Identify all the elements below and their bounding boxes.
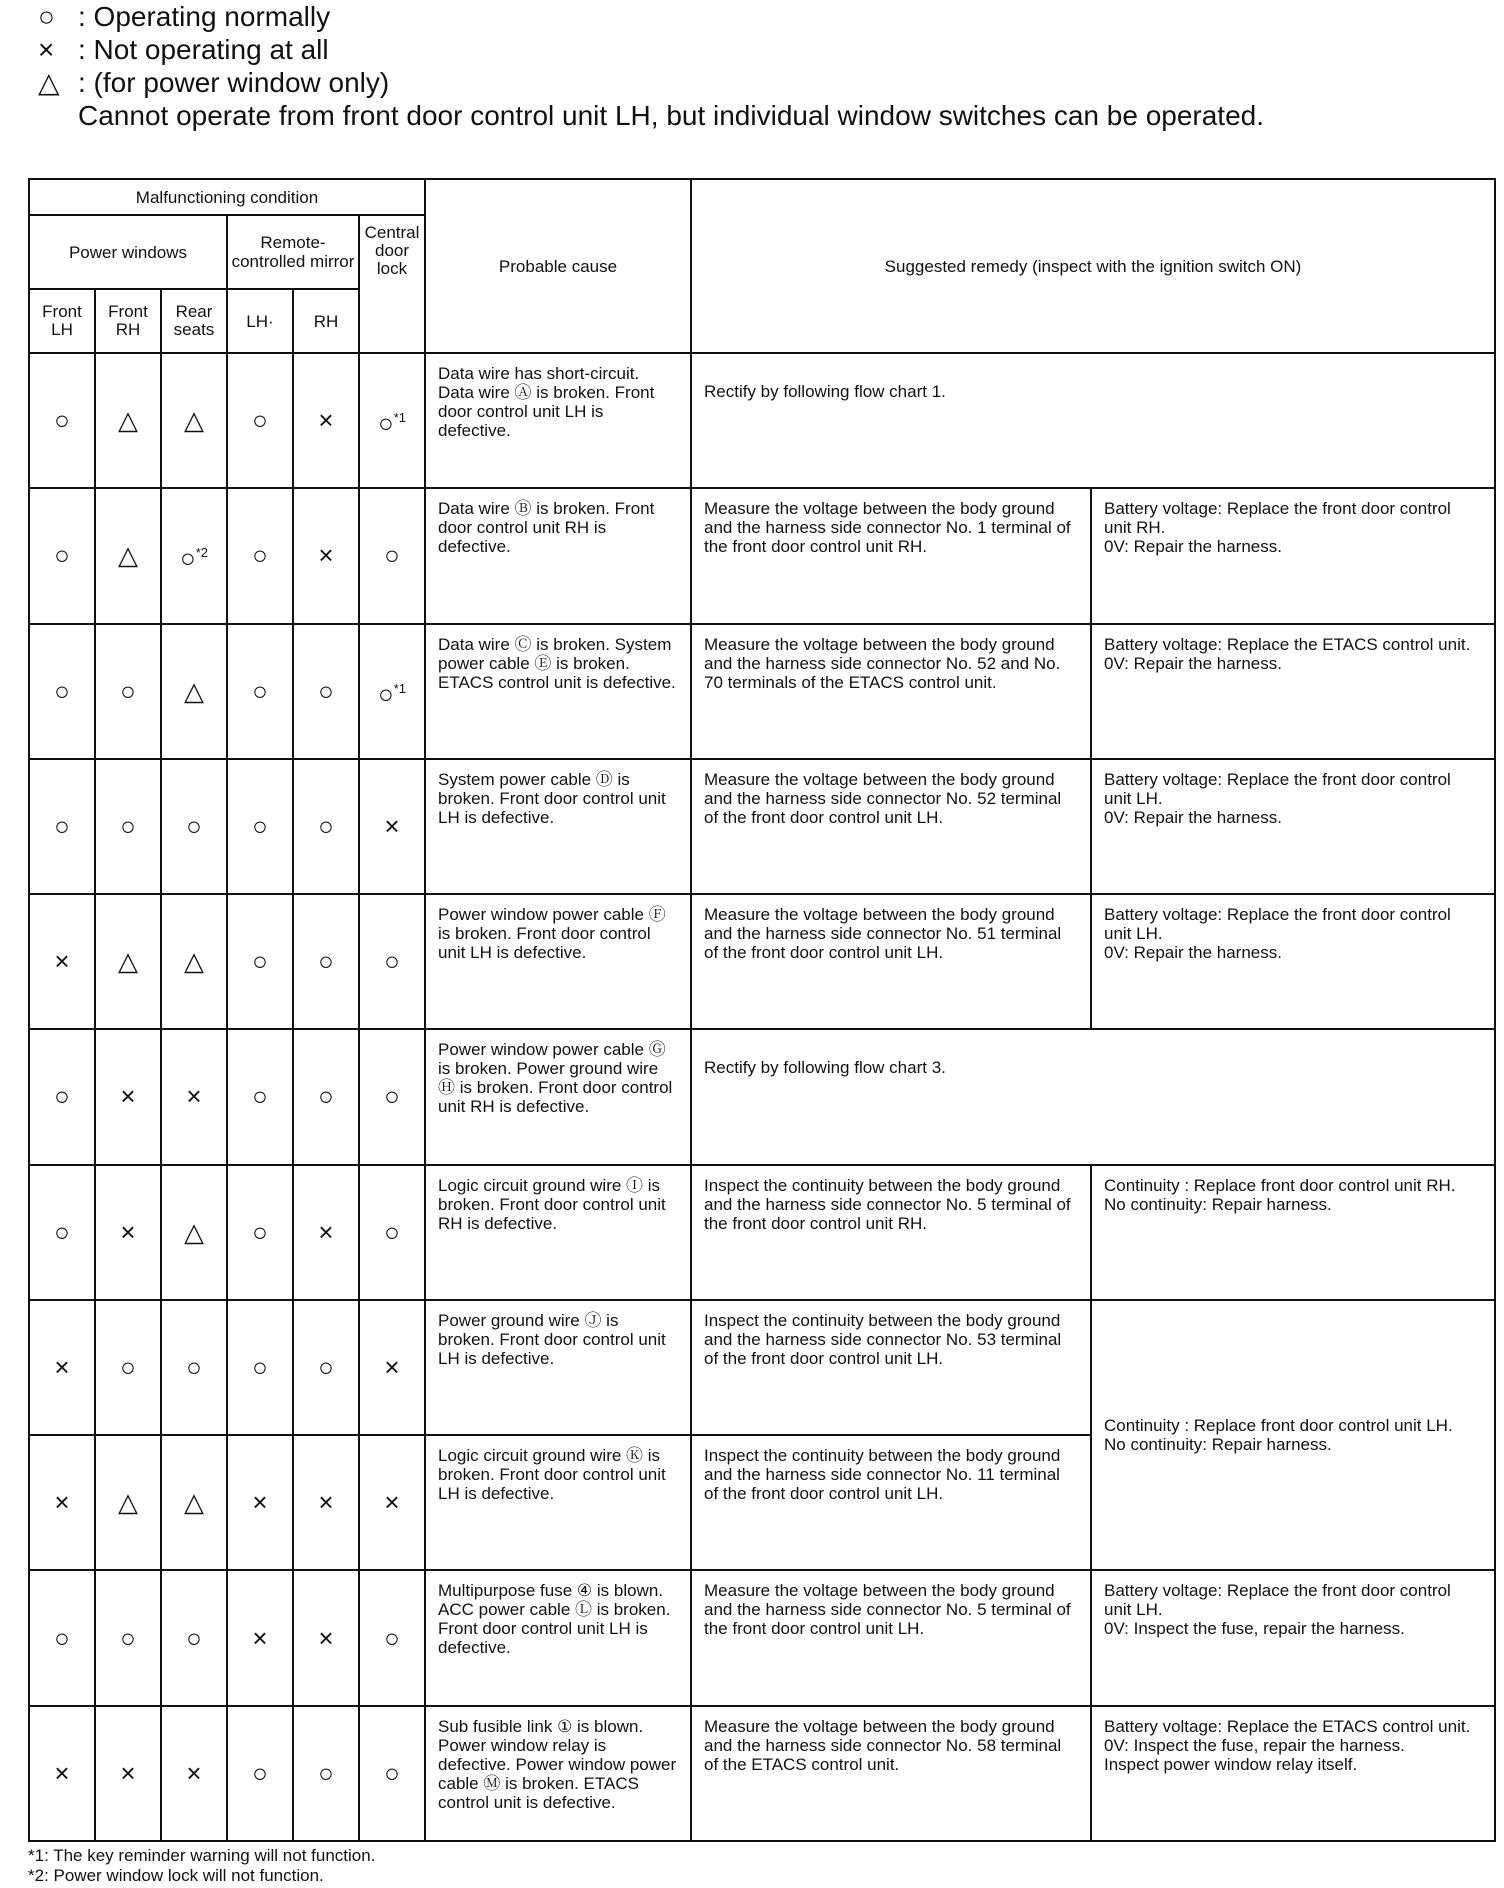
table-row [29,624,1495,759]
probable-cause: Power ground wire Ⓙ is broken. Front door control unit LH is defective. [425,1300,691,1435]
legend [38,0,1493,132]
condition-symbol: × [186,1757,202,1788]
condition-symbol: △ [184,1216,204,1247]
condition-cell [359,759,425,894]
probable-cause: Data wire has short-circuit. Data wire Ⓐ is broken. Front door control unit LH is defective. [425,353,691,488]
condition-symbol: × [54,946,70,977]
condition-symbol: ○ [252,540,268,571]
condition-cell [227,1706,293,1841]
condition-cell [29,353,95,488]
table-row [29,1706,1495,1841]
legend-normal [38,0,1493,33]
condition-cell [227,1570,293,1705]
condition-symbol: △ [118,946,138,977]
condition-cell [227,1435,293,1570]
condition-cell [95,353,161,488]
condition-cell [161,1165,227,1300]
condition-cell [359,894,425,1029]
condition-cell [293,1435,359,1570]
remedy-check: Measure the voltage between the body ground and the harness side connector No. 58 terminal of the ETACS control unit. [691,1706,1091,1841]
legend-partial-extra: Cannot operate from front door control unit LH, but individual window switches can be operated. [78,100,1265,131]
condition-symbol: × [318,1216,334,1247]
door-lock-header: Central door lock [359,215,425,353]
condition-symbol: ○ [318,946,334,977]
remedy-result: Battery voltage: Replace the front door control unit LH. 0V: Repair the harness. [1091,894,1495,1029]
condition-cell [293,894,359,1029]
condition-symbol: ○ [384,1081,400,1112]
condition-cell [293,624,359,759]
mirror-rh-header: RH [293,289,359,353]
remedy-check: Measure the voltage between the body ground and the harness side connector No. 52 and No. 70 terminals of the ETACS control unit. [691,624,1091,759]
table-row [29,353,1495,488]
probable-cause: Logic circuit ground wire Ⓚ is broken. Front door control unit LH is defective. [425,1435,691,1570]
legend-partial [38,66,1493,99]
condition-symbol: × [318,540,334,571]
condition-cell [359,1165,425,1300]
remedy-check: Measure the voltage between the body ground and the harness side connector No. 52 terminal of the front door control unit LH. [691,759,1091,894]
condition-symbol: × [384,810,400,841]
condition-symbol: ○ [54,1216,70,1247]
condition-cell [227,624,293,759]
condition-symbol: × [120,1216,136,1247]
condition-cell [227,894,293,1029]
cause-header: Probable cause [425,179,691,353]
table-row [29,1300,1495,1435]
condition-cell [29,624,95,759]
remedy-check: Inspect the continuity between the body ground and the harness side connector No. 53 terminal of the front door control unit LH. [691,1300,1091,1435]
condition-symbol: ○ [252,810,268,841]
table-row [29,894,1495,1029]
condition-cell [95,894,161,1029]
condition-symbol: ○ [186,1351,202,1382]
power-windows-header: Power windows [29,215,227,289]
condition-cell [29,488,95,623]
condition-symbol: × [318,405,334,436]
condition-cell [161,1029,227,1164]
condition-symbol: ○ [318,1081,334,1112]
condition-cell [95,1165,161,1300]
remedy-check: Inspect the continuity between the body ground and the harness side connector No. 5 terminal of the front door control unit RH. [691,1165,1091,1300]
condition-cell [293,353,359,488]
condition-cell [359,1570,425,1705]
condition-cell [29,1435,95,1570]
condition-cell [95,759,161,894]
condition-cell [29,1570,95,1705]
condition-symbol: △ [184,1487,204,1518]
malfunction-header: Malfunctioning condition [29,179,425,215]
condition-symbol: × [252,1622,268,1653]
remedy-header: Suggested remedy (inspect with the ignition switch ON) [691,179,1495,353]
condition-cell [29,759,95,894]
condition-symbol: △ [184,675,204,706]
condition-symbol: ○ [252,946,268,977]
condition-cell [359,1300,425,1435]
condition-symbol: ○ [179,543,196,574]
legend-notop [38,33,1493,66]
remedy-result: Continuity : Replace front door control unit LH. No continuity: Repair harness. [1091,1300,1495,1571]
condition-cell [95,488,161,623]
condition-symbol: × [186,1081,202,1112]
footnote-2: *2: Power window lock will not function. [28,1866,324,1885]
remedy-check: Measure the voltage between the body ground and the harness side connector No. 5 terminal of the front door control unit LH. [691,1570,1091,1705]
condition-symbol: ○ [252,1081,268,1112]
condition-symbol: ○ [186,810,202,841]
condition-cell [29,1165,95,1300]
condition-symbol: ○ [54,675,70,706]
condition-cell [161,624,227,759]
condition-symbol: ○ [120,810,136,841]
remedy-check: Inspect the continuity between the body ground and the harness side connector No. 11 terminal of the front door control unit LH. [691,1435,1091,1570]
condition-cell [161,759,227,894]
condition-symbol: △ [118,1487,138,1518]
condition-symbol: ○ [318,1757,334,1788]
condition-symbol: ○ [252,1351,268,1382]
condition-cell [227,1300,293,1435]
condition-symbol: ○ [54,1622,70,1653]
remedy-result: Battery voltage: Replace the front door control unit LH. 0V: Repair the harness. [1091,759,1495,894]
condition-symbol: ○ [318,810,334,841]
table-row [29,488,1495,623]
condition-cell [293,1706,359,1841]
condition-symbol: ○ [120,675,136,706]
condition-cell [95,624,161,759]
condition-cell [227,488,293,623]
condition-cell [293,1029,359,1164]
condition-symbol: ○ [120,1622,136,1653]
condition-symbol: ○ [384,1622,400,1653]
condition-cell [293,488,359,623]
condition-cell [293,1300,359,1435]
condition-symbol: ○ [384,1216,400,1247]
condition-symbol: ○ [252,405,268,436]
condition-symbol: ○ [186,1622,202,1653]
cross-symbol: × [38,34,55,65]
condition-symbol: × [54,1487,70,1518]
condition-symbol: × [54,1351,70,1382]
remedy-text: Rectify by following flow chart 3. [691,1029,1495,1164]
condition-symbol: ○ [377,408,394,439]
condition-symbol: ○ [318,675,334,706]
remedy-result: Battery voltage: Replace the front door control unit LH. 0V: Inspect the fuse, repair the harness. [1091,1570,1495,1705]
condition-symbol: ○ [54,810,70,841]
condition-cell [95,1706,161,1841]
remedy-result: Battery voltage: Replace the ETACS control unit. 0V: Inspect the fuse, repair the harness. Inspect power window relay itself. [1091,1706,1495,1841]
probable-cause: Sub fusible link ① is blown. Power window relay is defective. Power window power cable Ⓜ is broken. ETACS control unit is defective. [425,1706,691,1841]
remedy-text: Rectify by following flow chart 1. [691,353,1495,488]
condition-cell [29,894,95,1029]
probable-cause: System power cable Ⓓ is broken. Front door control unit LH is defective. [425,759,691,894]
condition-symbol: ○ [377,678,394,709]
remedy-result: Continuity : Replace front door control unit RH. No continuity: Repair harness. [1091,1165,1495,1300]
condition-symbol: × [384,1351,400,1382]
condition-cell [95,1300,161,1435]
condition-symbol: ○ [384,1757,400,1788]
remedy-check: Measure the voltage between the body ground and the harness side connector No. 1 terminal of the front door control unit RH. [691,488,1091,623]
front-rh-header: Front RH [95,289,161,353]
condition-symbol: ○ [384,540,400,571]
condition-symbol: △ [118,540,138,571]
condition-symbol: ○ [54,405,70,436]
remedy-result: Battery voltage: Replace the front door control unit RH. 0V: Repair the harness. [1091,488,1495,623]
legend-partial-text: : (for power window only) [78,67,390,98]
condition-cell [359,1435,425,1570]
condition-cell [227,1165,293,1300]
condition-cell [161,353,227,488]
condition-cell [359,353,425,488]
footnote-1: *1: The key reminder warning will not function. [28,1846,376,1865]
remedy-check: Measure the voltage between the body ground and the harness side connector No. 51 terminal of the front door control unit LH. [691,894,1091,1029]
condition-symbol: × [54,1757,70,1788]
condition-cell [29,1029,95,1164]
condition-cell [227,1029,293,1164]
condition-symbol: ○ [120,1351,136,1382]
footnote-marker: *1 [393,680,406,696]
condition-cell [359,488,425,623]
probable-cause: Data wire Ⓒ is broken. System power cable Ⓔ is broken. ETACS control unit is defective. [425,624,691,759]
footnote-marker: *1 [393,410,406,426]
condition-cell [161,1706,227,1841]
condition-symbol: × [318,1622,334,1653]
condition-symbol: △ [118,405,138,436]
condition-symbol: ○ [318,1351,334,1382]
condition-cell [161,894,227,1029]
probable-cause: Power window power cable Ⓕ is broken. Front door control unit LH is defective. [425,894,691,1029]
probable-cause: Multipurpose fuse ④ is blown. ACC power cable Ⓛ is broken. Front door control unit LH is defective. [425,1570,691,1705]
condition-cell [227,353,293,488]
condition-cell [359,624,425,759]
condition-cell [359,1029,425,1164]
condition-symbol: ○ [252,675,268,706]
mirror-lh-header: LH· [227,289,293,353]
condition-cell [29,1300,95,1435]
front-lh-header: Front LH [29,289,95,353]
mirror-header: Remote-controlled mirror [227,215,359,289]
legend-notop-text: : Not operating at all [78,34,329,65]
condition-symbol: △ [184,405,204,436]
condition-cell [95,1029,161,1164]
condition-symbol: × [120,1757,136,1788]
condition-cell [293,1165,359,1300]
probable-cause: Data wire Ⓑ is broken. Front door control unit RH is defective. [425,488,691,623]
condition-symbol: × [318,1487,334,1518]
rear-header: Rear seats [161,289,227,353]
condition-symbol: × [120,1081,136,1112]
legend-normal-text: : Operating normally [78,1,331,32]
table-row [29,1029,1495,1164]
circle-symbol: ○ [38,1,55,32]
table-row [29,759,1495,894]
condition-cell [161,1570,227,1705]
condition-cell [29,1706,95,1841]
condition-cell [227,759,293,894]
condition-cell [95,1570,161,1705]
condition-symbol: × [252,1487,268,1518]
footnote-marker: *2 [195,545,208,561]
table-row [29,1165,1495,1300]
remedy-result: Battery voltage: Replace the ETACS control unit. 0V: Repair the harness. [1091,624,1495,759]
condition-cell [95,1435,161,1570]
triangle-symbol: △ [38,67,60,98]
condition-symbol: ○ [252,1757,268,1788]
probable-cause: Power window power cable Ⓖ is broken. Power ground wire Ⓗ is broken. Front door control unit RH is defective. [425,1029,691,1164]
condition-cell [359,1706,425,1841]
condition-symbol: △ [184,946,204,977]
condition-cell [161,1435,227,1570]
condition-symbol: ○ [252,1216,268,1247]
condition-symbol: ○ [384,946,400,977]
condition-cell [161,488,227,623]
condition-cell [293,759,359,894]
condition-cell [293,1570,359,1705]
condition-cell [161,1300,227,1435]
condition-symbol: × [384,1487,400,1518]
malfunction-table [28,178,1496,1842]
condition-symbol: ○ [54,1081,70,1112]
table-row [29,1570,1495,1705]
probable-cause: Logic circuit ground wire Ⓘ is broken. Front door control unit RH is defective. [425,1165,691,1300]
condition-symbol: ○ [54,540,70,571]
